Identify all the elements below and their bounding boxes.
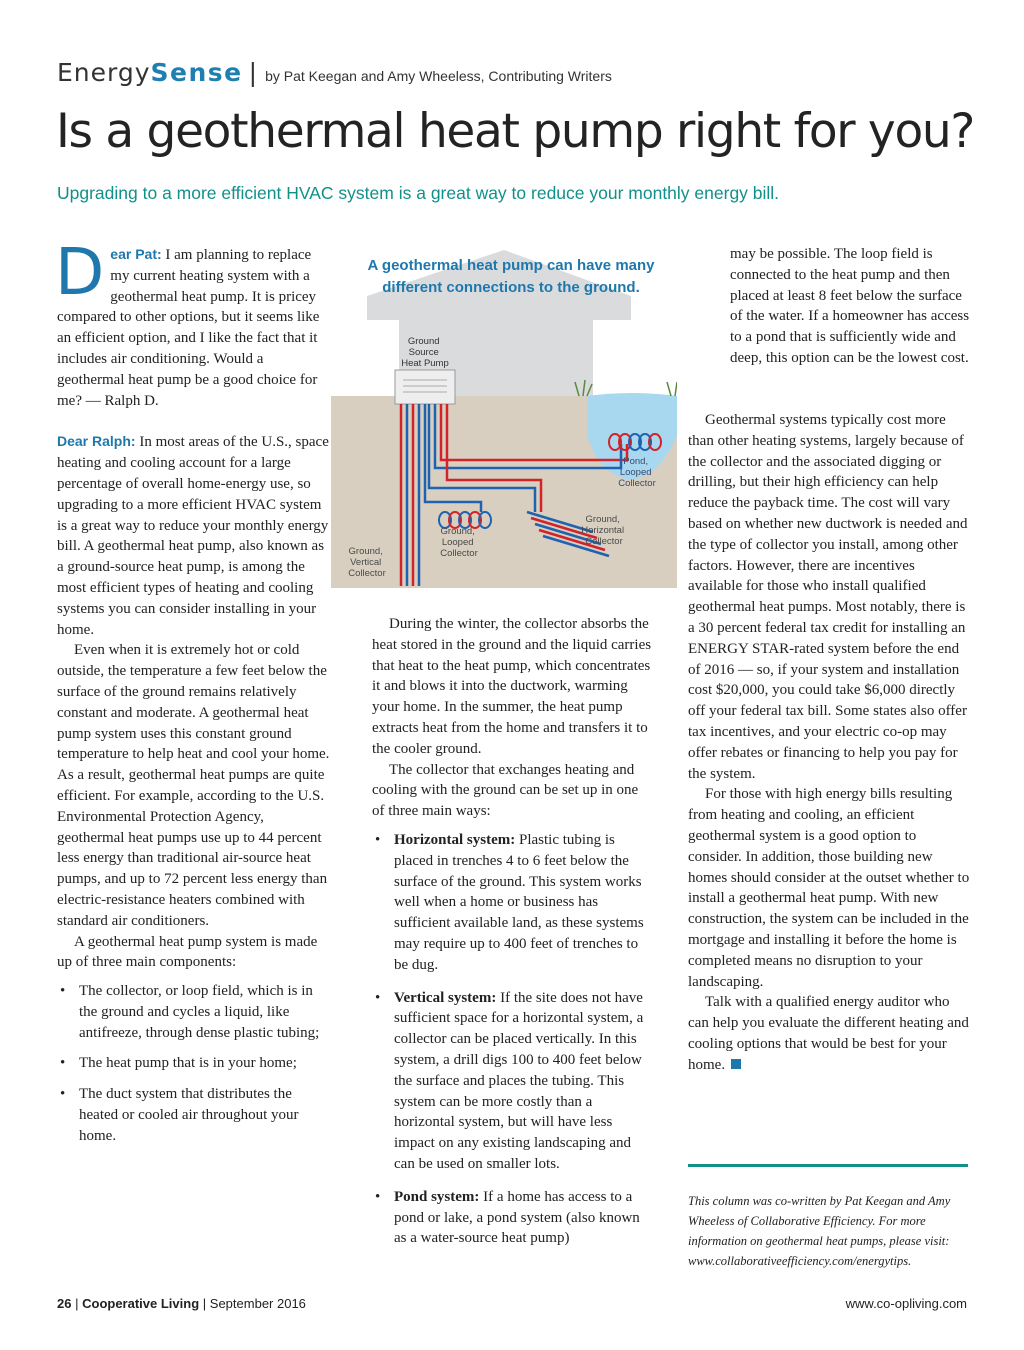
heat-pump-unit <box>395 370 455 404</box>
list-item: • Horizontal system: Plastic tubing is placed in trenches 4 to 6 feet below the surface of the ground. This system works well when a home or business has sufficient available land, as these systems may require up to 400 feet of trenches to be dug. <box>372 830 654 976</box>
paragraph-new-homes: For those with high energy bills resulting from heating and cooling, an efficient geothermal system is a good option to consider. In addition, those building new homes should consider at the outset whether to install a geothermal heat pump. With new construction, the system can be included in the mortgage and installing it before the home is completed means no disruption to your landscaping. <box>688 786 970 990</box>
letter-body: I am planning to replace my current heating system with a geothermal heat pump. It is pricey compared to other options, but it seems like an efficient option, and I like the fact that it includes air conditioning. Would a geothermal heat pump be a good choice for me? — Ralph D. <box>57 247 320 409</box>
geothermal-diagram <box>331 250 677 588</box>
system-label: Vertical system: <box>394 989 497 1006</box>
paragraph-collector-setup: The collector that exchanges heating and cooling with the ground can be set up in one of three main ways: <box>372 761 639 820</box>
paragraph-ground-temperature: Even when it is extremely hot or cold outside, the temperature a few feet below the surface of the ground remains relatively constant and moderate. A geothermal heat pump system uses this constant ground temperature to help heat and cool your home. As a result, geothermal heat pumps are quite efficient. For example, according to the U.S. Environmental Protection Agency, geothermal heat pumps use up to 44 percent less energy than traditional air-source heat pumps, and up to 72 percent less energy than electric-resistance heaters combined with standard air conditioners. <box>57 642 330 929</box>
drop-cap: D <box>55 236 105 310</box>
issue-date: September 2016 <box>209 1296 306 1311</box>
list-item: • The duct system that distributes the heated or cooled air throughout your home. <box>57 1084 332 1146</box>
column-3-top <box>688 244 970 369</box>
column-2 <box>372 614 654 1261</box>
list-item: • The collector, or loop field, which is in the ground and cycles a liquid, like antifreeze, through dense plastic tubing; <box>57 981 332 1043</box>
column-3 <box>688 410 970 1076</box>
diagram-title: A geothermal heat pump can have many different connections to the ground. <box>367 257 655 296</box>
paragraph-cost: Geothermal systems typically cost more than other heating systems, largely because of the collector and the associated digging or drilling, but their high efficiency can help reduce the payback time. The cost will vary based on whether new ductwork is needed and the type of collector you install, among other factors. However, there are incentives available for those who install qualified geothermal heat pumps. Most notably, there is a 30 percent federal tax credit for installing an ENERGY STAR-rated system before the end of 2016 — so, if your system and installation cost $20,000, you could take $6,000 directly off your federal tax bill. Some states also offer tax incentives, and your electric co-op may offer rebates or financing to help you pay for the system. <box>688 412 968 782</box>
brand-logo: EnergySense <box>57 58 243 87</box>
list-item: • Vertical system: If the site does not have sufficient space for a horizontal system, a collector can be placed vertically. In this system, a drill digs 100 to 400 feet below the surface and places the tubing. This system can be more costly than a horizontal system, but will have less impact on any existing landscaping and can be used on smaller lots. <box>372 988 654 1175</box>
reply-paragraph <box>57 431 332 640</box>
list-item: • Pond system: If a home has access to a pond or lake, a pond system (also known as a water-source heat pump) <box>372 1187 654 1249</box>
paragraph-winter-summer: During the winter, the collector absorbs the heat stored in the ground and the liquid carries that heat to the heat pump, which concentrates it and blows it into the ductwork, warming your home. In the summer, the heat pump extracts heat from the home and transfers it to the cooler ground. <box>372 616 652 757</box>
article-subtitle: Upgrading to a more efficient HVAC system is a great way to reduce your monthly energy bill. <box>57 183 780 203</box>
system-label: Horizontal system: <box>394 831 516 848</box>
systems-list <box>372 830 654 1249</box>
magazine-name: Cooperative Living <box>82 1296 200 1311</box>
footer-folio: 26 | Cooperative Living | September 2016 <box>57 1296 306 1311</box>
reply-body: In most areas of the U.S., space heating and cooling account for a large percentage of overall home-energy use, so upgrading to a more efficient HVAC system is a great way to reduce your monthly energy bill. A geothermal heat pump, also known as a ground-source heat pump, is among the most efficient types of heating and cooling systems you can consider installing in your home. <box>57 434 329 638</box>
components-list <box>57 981 332 1147</box>
paragraph-energy-auditor: Talk with a qualified energy auditor who can help you evaluate the different heating and cooling options that would be best for your home. <box>688 994 969 1073</box>
footer-url: www.co-opliving.com <box>845 1296 967 1311</box>
end-mark <box>731 1059 741 1069</box>
page-number: 26 <box>57 1296 72 1311</box>
masthead <box>57 58 612 92</box>
paragraph-pond-option: may be possible. The loop field is connected to the heat pump and then placed at least 8 feet below the surface of the water. If a homeowner has access to a pond that is sufficiently wide and deep, this option can be the lowest cost. <box>730 246 970 366</box>
masthead-separator: | <box>248 58 258 87</box>
reply-salutation: Dear Ralph: <box>57 433 136 450</box>
byline: by Pat Keegan and Amy Wheeless, Contributing Writers <box>265 68 612 84</box>
author-note: This column was co-written by Pat Keegan and Amy Wheeless of Collaborative Efficiency. For more information on geothermal heat pumps, please visit: www.collaborativeefficiency.com/energytips. <box>688 1193 951 1269</box>
label-pond-collector: Pond, Looped Collector <box>618 456 656 489</box>
list-item: • The heat pump that is in your home; <box>57 1053 332 1074</box>
label-heat-pump: Ground Source Heat Pump <box>401 336 449 369</box>
label-horizontal-collector: Ground, Horizontal Collector <box>581 514 625 547</box>
article-title: Is a geothermal heat pump right for you? <box>56 104 975 159</box>
paragraph-components-intro: A geothermal heat pump system is made up of three main components: <box>57 933 318 971</box>
label-vertical-collector: Ground, Vertical Collector <box>348 546 386 579</box>
label-looped-collector: Ground, Looped Collector <box>440 526 478 559</box>
letter-salutation: ear Pat: <box>110 246 162 262</box>
note-divider <box>688 1164 968 1167</box>
system-label: Pond system: <box>394 1188 480 1205</box>
column-1 <box>55 236 332 1157</box>
letter-paragraph <box>55 236 332 411</box>
